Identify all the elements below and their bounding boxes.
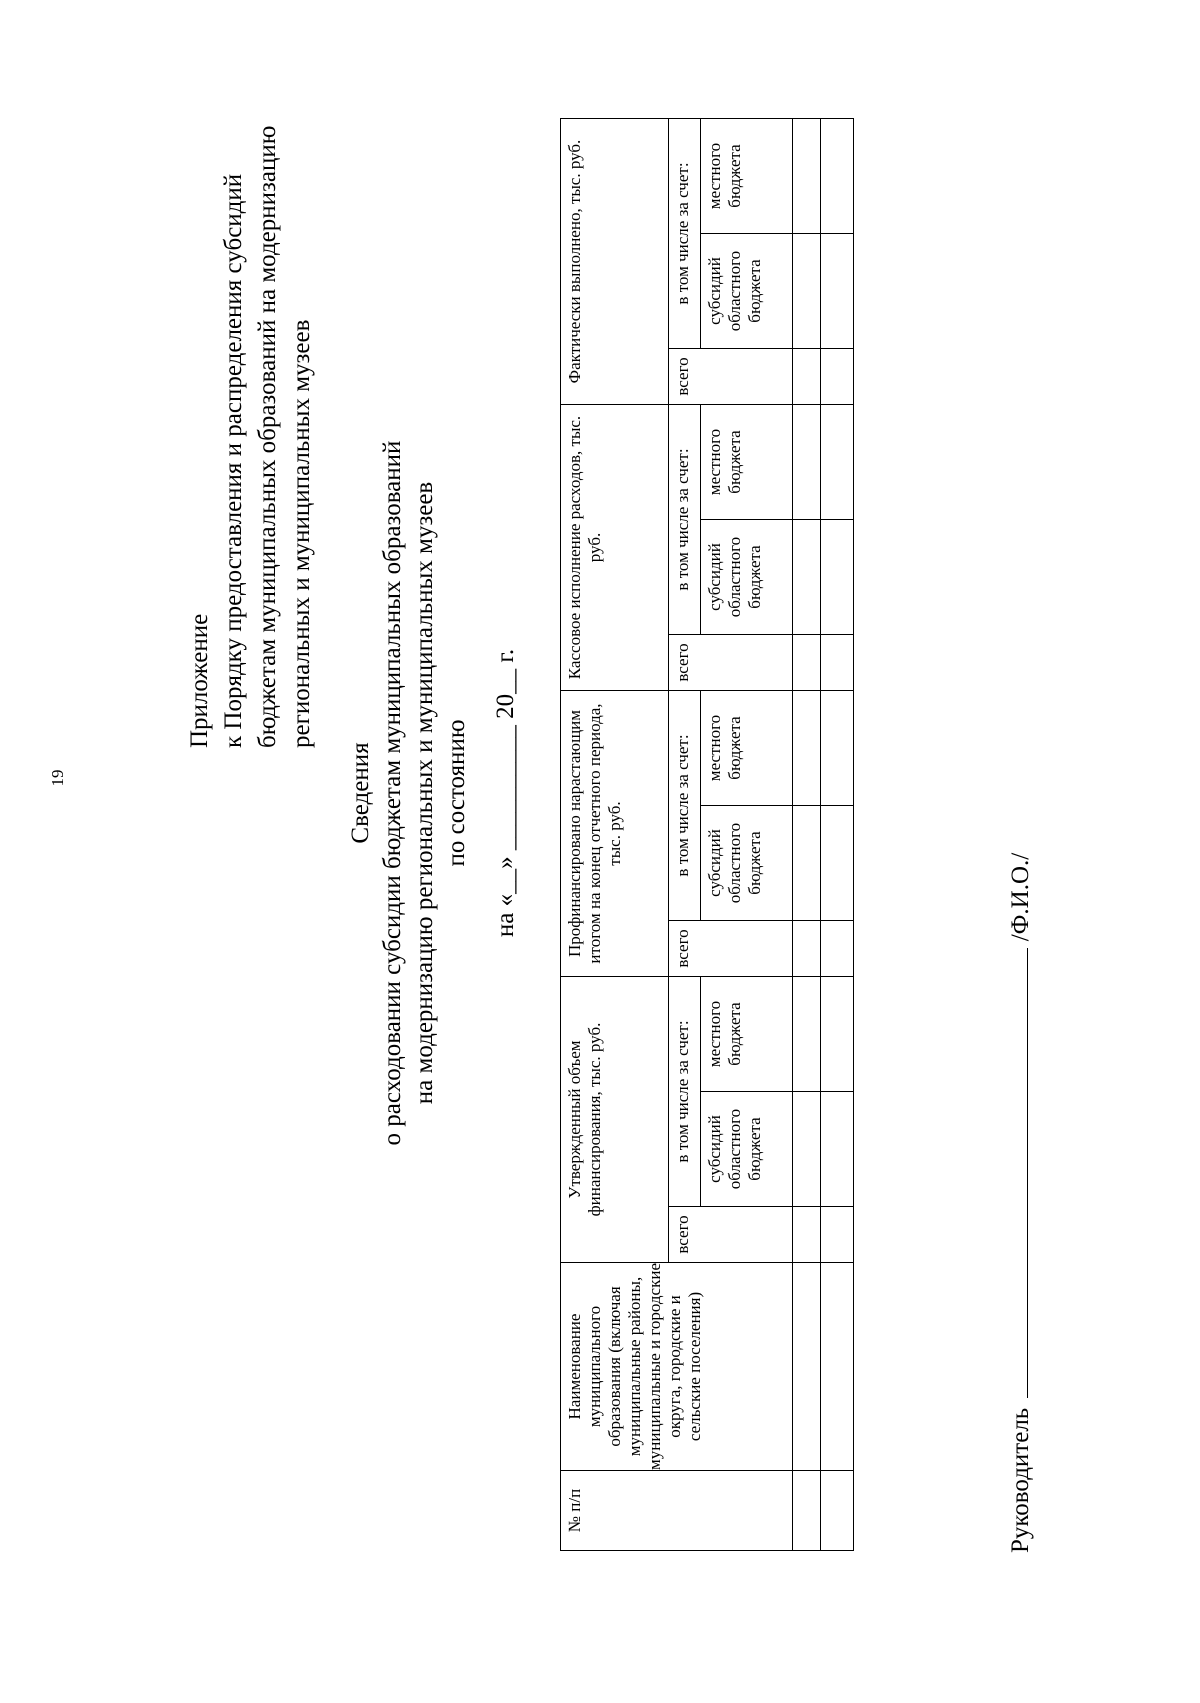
empty-cell [821, 1263, 854, 1471]
empty-cell [793, 234, 821, 349]
header-financed-cumulative: Профинансировано нарастающим итогом на конец отчетного периода, тыс. руб. [561, 691, 669, 977]
empty-cell [821, 691, 854, 806]
empty-cell [821, 806, 854, 921]
financed-total-header: всего [669, 921, 793, 977]
title-line-3: на модернизацию региональных и муниципальных музеев [411, 481, 438, 1105]
financed-local-header: местного бюджета [701, 691, 793, 806]
header-approved-financing: Утвержденный объем финансирования, тыс. руб. [561, 977, 669, 1263]
header-actually-completed: Фактически выполнено, тыс. руб. [561, 119, 669, 405]
header-number: № п/п [561, 1471, 793, 1551]
title-line-1: Сведения [347, 742, 374, 844]
actual-local-header: местного бюджета [701, 119, 793, 234]
appendix-line-3: бюджетам муниципальных образований на модернизацию [254, 125, 281, 748]
empty-cell [793, 405, 821, 520]
empty-cell [821, 405, 854, 520]
appendix-line-1: Приложение [186, 613, 213, 748]
header-cash-execution: Кассовое исполнение расходов, тыс. руб. [561, 405, 669, 691]
cash-local-header: местного бюджета [701, 405, 793, 520]
empty-cell [821, 349, 854, 405]
empty-cell [821, 1471, 854, 1551]
empty-cell [821, 234, 854, 349]
empty-cell [793, 349, 821, 405]
signature-block [1005, 853, 1035, 1553]
cash-regional-header: субсидий областного бюджета [701, 520, 793, 635]
empty-cell [821, 635, 854, 691]
header-municipality-name: Наименование муниципального образования (включая муниципальные районы, муниципальные и городские округа, городские и сельские поселения) [561, 1263, 793, 1471]
empty-cell [793, 1263, 821, 1471]
title-line-4: по состоянию [443, 719, 470, 867]
table-row [821, 119, 854, 1551]
empty-cell [821, 119, 854, 234]
title-line-2: о расходовании субсидии бюджетам муниципальных образований [379, 440, 406, 1146]
subsidy-report-table [560, 118, 854, 1551]
empty-cell [793, 691, 821, 806]
empty-cell [821, 520, 854, 635]
approved-local-header: местного бюджета [701, 977, 793, 1092]
actual-regional-header: субсидий областного бюджета [701, 234, 793, 349]
report-date-line: на «__» __________ 20__ г. [492, 648, 519, 938]
signature-label: Руководитель [1007, 1407, 1034, 1553]
approved-regional-header: субсидий областного бюджета [701, 1092, 793, 1207]
signature-line [1005, 948, 1028, 1398]
empty-cell [821, 977, 854, 1092]
empty-cell [793, 119, 821, 234]
page-number: 19 [48, 769, 67, 787]
empty-cell [793, 921, 821, 977]
financed-regional-header: субсидий областного бюджета [701, 806, 793, 921]
appendix-line-2: к Порядку предоставления и распределения субсидий [220, 173, 247, 748]
financed-including-header: в том числе за счет: [669, 691, 701, 921]
document-title [345, 293, 522, 1293]
empty-cell [821, 1092, 854, 1207]
cash-total-header: всего [669, 635, 793, 691]
appendix-line-4: региональных и муниципальных музеев [288, 319, 315, 748]
table-row [793, 119, 821, 1551]
empty-cell [793, 977, 821, 1092]
cash-including-header: в том числе за счет: [669, 405, 701, 635]
approved-total-header: всего [669, 1207, 793, 1263]
empty-cell [793, 635, 821, 691]
empty-cell [793, 520, 821, 635]
empty-cell [793, 1207, 821, 1263]
actual-including-header: в том числе за счет: [669, 119, 701, 349]
appendix-header [183, 28, 319, 748]
empty-cell [793, 806, 821, 921]
empty-cell [793, 1092, 821, 1207]
empty-cell [821, 921, 854, 977]
actual-total-header: всего [669, 349, 793, 405]
empty-cell [793, 1471, 821, 1551]
signature-fio: /Ф.И.О./ [1007, 852, 1034, 942]
empty-cell [821, 1207, 854, 1263]
approved-including-header: в том числе за счет: [669, 977, 701, 1207]
